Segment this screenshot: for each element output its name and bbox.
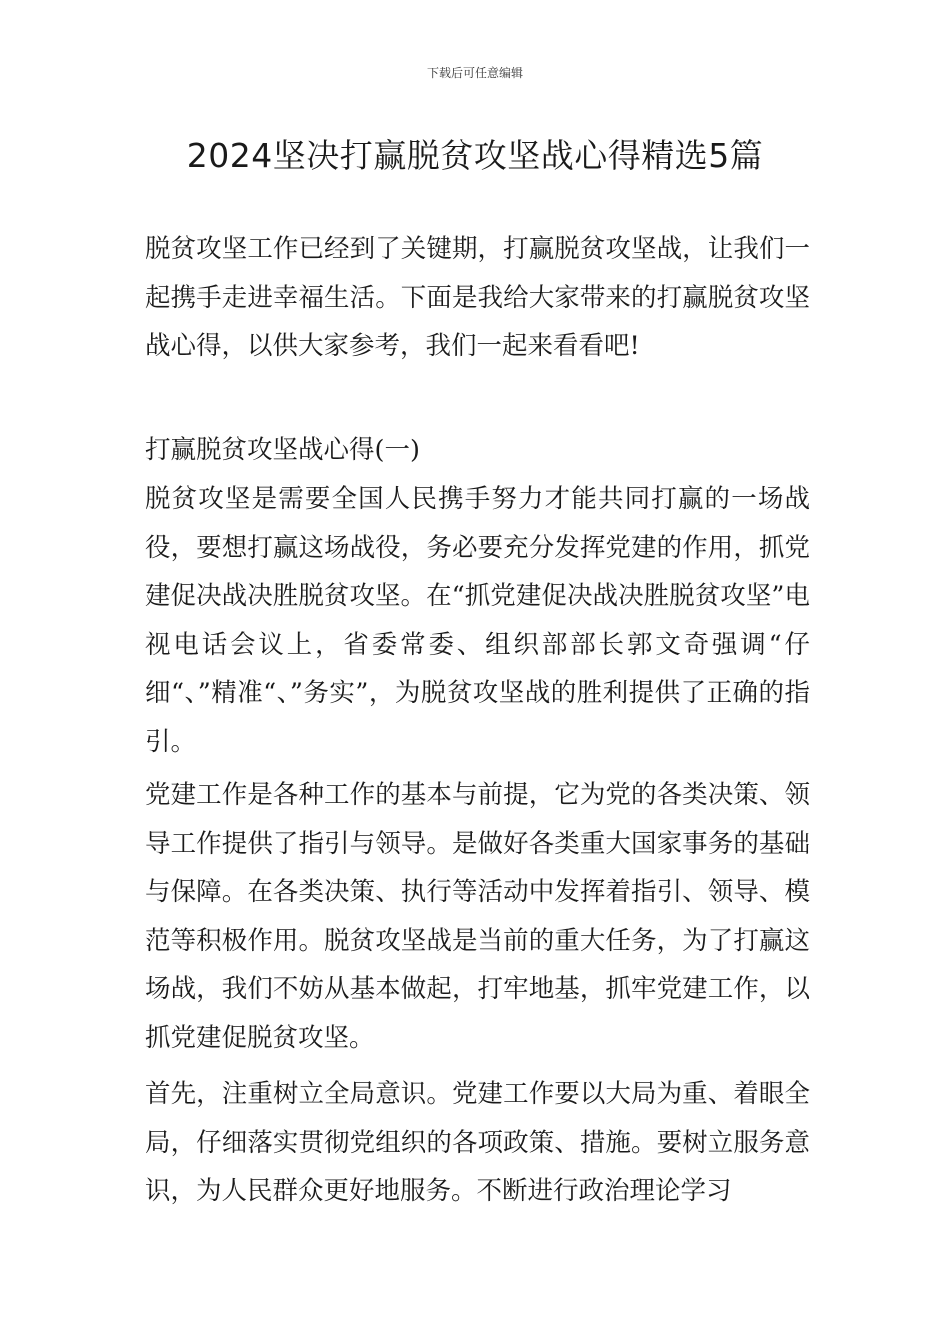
body-paragraph-3: 首先，注重树立全局意识。党建工作要以大局为重、着眼全局，仔细落实贯彻党组织的各项政策、措施。要树立服务意识，为人民群众更好地服务。不断进行政治理论学习 <box>145 1079 810 1207</box>
section-heading: 打赢脱贫攻坚战心得(一) <box>145 435 420 465</box>
body-paragraph-2: 党建工作是各种工作的基本与前提，它为党的各类决策、领导工作提供了指引与领导。是做好各类重大国家事务的基础与保障。在各类决策、执行等活动中发挥着指引、领导、模范等积极作用。脱贫攻坚战是当前的重大任务，为了打赢这场战，我们不妨从基本做起，打牢地基，抓牢党建工作，以抓党建促脱贫攻坚。 <box>145 780 810 1053</box>
header-note: 下载后可任意编辑 <box>426 66 523 80</box>
document-title: 2024坚决打赢脱贫攻坚战心得精选5篇 <box>186 136 764 175</box>
intro-paragraph: 脱贫攻坚工作已经到了关键期，打赢脱贫攻坚战，让我们一起携手走进幸福生活。下面是我给大家带来的打赢脱贫攻坚战心得，以供大家参考，我们一起来看看吧! <box>145 234 810 362</box>
body-paragraph-1: 脱贫攻坚是需要全国人民携手努力才能共同打赢的一场战役，要想打赢这场战役，务必要充分发挥党建的作用，抓党建促决战决胜脱贫攻坚。在“抓党建促决战决胜脱贫攻坚”电视电话会议上，省委常委、组织部部长郭文奇强调“仔细“、”精准“、”务实”，为脱贫攻坚战的胜利提供了正确的指引。 <box>145 484 810 757</box>
